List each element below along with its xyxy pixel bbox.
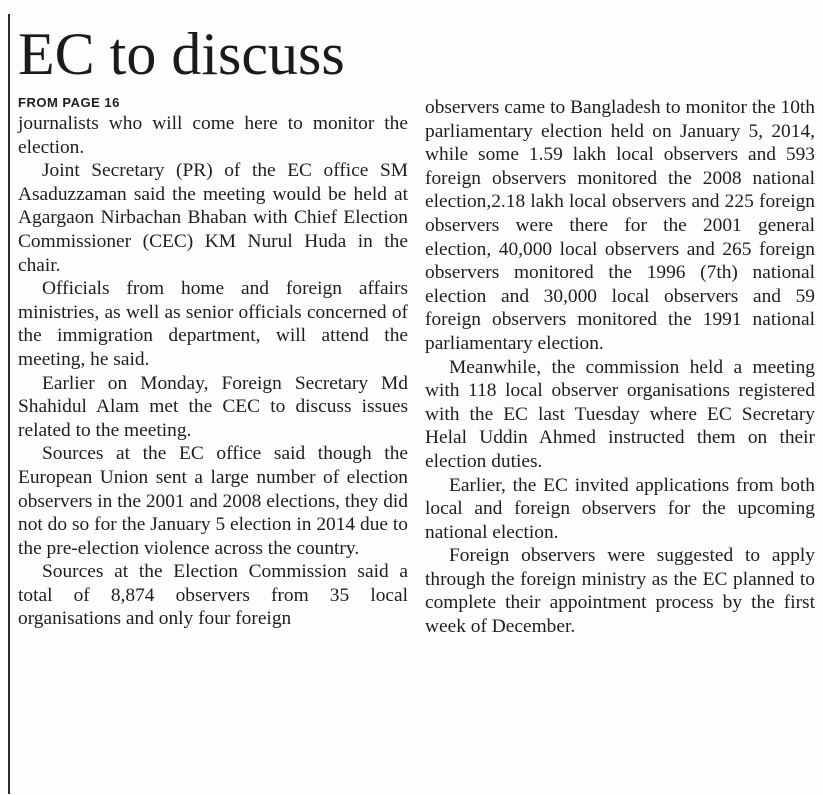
article-column-right (425, 96, 815, 639)
paragraph: journalists who will come here to monitor the election. (18, 113, 408, 158)
paragraph: Officials from home and foreign affairs ministries, as well as senior officials concerned of the immigration department, will attend the meeting, he said. (18, 278, 408, 370)
paragraph: Joint Secretary (PR) of the EC office SM Asaduzzaman said the meeting would be held at Agargaon Nirbachan Bhaban with Chief Election Commissioner (CEC) KM Nurul Huda in the chair. (18, 160, 408, 276)
paragraph: observers came to Bangladesh to monitor the 10th parliamentary election held on January 5, 2014, while some 1.59 lakh local observers and 593 foreign observers monitored the 2008 national election,2.18 lakh local observers and 225 foreign observers were there for the 2001 general election, 40,000 local observers and 265 foreign observers monitored the 1996 (7th) national election and 30,000 local observers and 59 foreign observers monitored the 1991 national parliamentary election. (425, 97, 815, 354)
paragraph: Sources at the Election Commission said a total of 8,874 observers from 35 local organisations and only four foreign (18, 561, 408, 630)
article-column-left (18, 94, 408, 631)
paragraph: Foreign observers were suggested to apply through the foreign ministry as the EC planned to complete their appointment process by the first week of December. (425, 545, 815, 638)
paragraph: Earlier on Monday, Foreign Secretary Md Shahidul Alam met the CEC to discuss issues related to the meeting. (18, 372, 408, 441)
paragraph: Meanwhile, the commission held a meeting with 118 local observer organisations registered with the EC last Tuesday where EC Secretary Helal Uddin Ahmed instructed them on their election duties. (425, 356, 815, 472)
paragraph: Earlier, the EC invited applications from both local and foreign observers for the upcoming national election. (425, 474, 815, 543)
headline: EC to discuss (18, 21, 345, 87)
paragraph: Sources at the EC office said though the European Union sent a large number of election observers in the 2001 and 2008 elections, they did not do so for the January 5 election in 2014 due to the pre-election violence across the country. (18, 443, 408, 559)
column-rule (8, 14, 10, 794)
continued-from-label: FROM PAGE 16 (18, 95, 120, 110)
